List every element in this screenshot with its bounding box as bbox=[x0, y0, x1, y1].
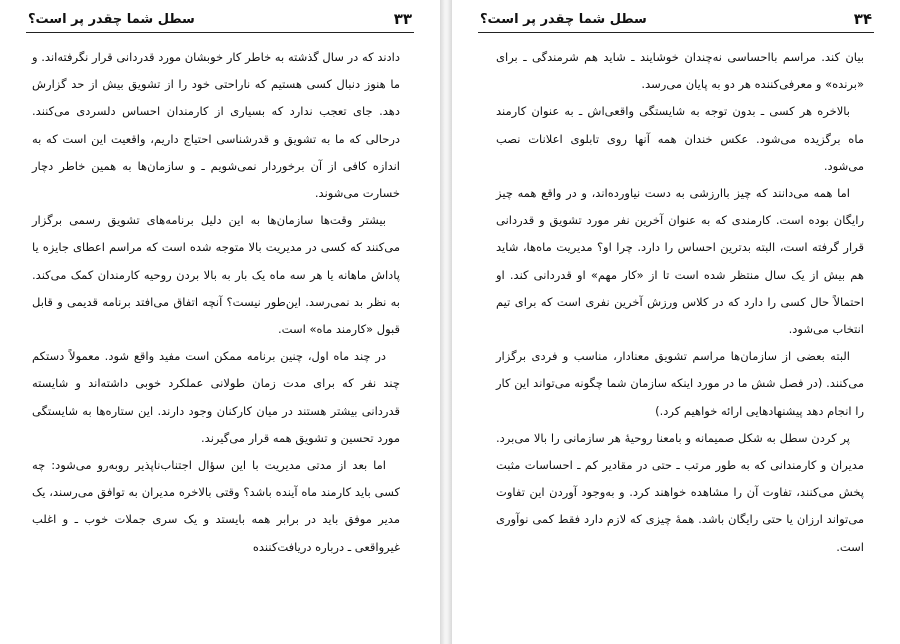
running-title: سطل شما چقدر پر است؟ bbox=[480, 11, 647, 27]
header-rule bbox=[26, 32, 414, 33]
right-page-body bbox=[496, 44, 864, 561]
paragraph: در چند ماه اول، چنین برنامه ممکن است مفید واقع شود. معمولاً دستکم چند نفر که برای مدت زمان طولانی عملکرد خوبی داشته‌اند و شایسته قدردانی بیشتر هستند در میان کارکنان وجود دارند. این ستاره‌ها به شایستگی مورد تحسین و تشویق همه قرار می‌گیرند. bbox=[32, 349, 400, 445]
left-page bbox=[0, 0, 440, 644]
page-number: ۳۳ bbox=[393, 10, 412, 28]
header-rule bbox=[478, 32, 874, 33]
paragraph: بیشتر وقت‌ها سازمان‌ها به این دلیل برنامه‌های تشویق رسمی برگزار می‌کنند که کسی در مدیریت بالا متوجه شده است که مراسم اعطای جایزه یا پاداش ماهانه یا هر سه ماه یک بار به بالا بردن روحیه کارمندان کمک می‌کند. به نظر بد نمی‌رسد. این‌طور نیست؟ آنچه اتفاق می‌افتد برنامه قدیمی و قابل قبول «کارمند ماه» است. bbox=[32, 213, 400, 337]
right-page bbox=[452, 0, 900, 644]
paragraph: پر کردن سطل به شکل صمیمانه و بامعنا روحیهٔ هر سازمانی را بالا می‌برد. مدیران و کارمندانی که به طور مرتب ـ حتی در مقادیر کم ـ احساسات مثبت پخش می‌کنند، تفاوت آن را مشاهده خواهند کرد. و به‌وجود آوردن این تفاوت می‌تواند ارزان یا حتی رایگان باشد. همهٔ چیزی که لازم دارد فقط کمی نوآوری است. bbox=[496, 430, 864, 554]
paragraph: اما بعد از مدتی مدیریت با این سؤال اجتناب‌ناپذیر روبه‌رو می‌شود: چه کسی باید کارمند ماه آینده باشد؟ وقتی بالاخره مدیران به توافق می‌رسند، یک مدیر موفق باید در برابر همه بایستد و یک سری جملات خوب ـ و اغلب غیرواقعی ـ درباره دریافت‌کننده bbox=[32, 458, 400, 554]
book-gutter bbox=[440, 0, 452, 644]
left-page-header bbox=[28, 8, 412, 30]
paragraph: بیان کند. مراسم بااحساسی نه‌چندان خوشایند ـ شاید هم شرمندگی ـ برای «برنده» و معرفی‌کننده هر دو به پایان می‌رسد. bbox=[496, 50, 864, 92]
paragraph: البته بعضی از سازمان‌ها مراسم تشویق معنادار، مناسب و فردی برگزار می‌کنند. (در فصل شش ما در مورد اینکه سازمان شما چگونه می‌تواند این کار را انجام دهد پیشنهادهایی ارائه خواهیم کرد.) bbox=[496, 349, 864, 418]
running-title: سطل شما چقدر پر است؟ bbox=[28, 11, 195, 27]
paragraph: دادند که در سال گذشته به خاطر کار خوبشان مورد قدردانی قرار نگرفته‌اند. و ما هنوز دنبال کسی هستیم که ناراحتی خود را از تشویق بیش از حد گزارش دهد. جای تعجب ندارد که بسیاری از کارمندان احساس دلسردی می‌کنند. درحالی که ما به تشویق و قدرشناسی احتیاج داریم، واقعیت این است که به اندازه کافی از آن برخوردار نمی‌شویم ـ و سازمان‌ها به همین خاطر دچار خسارت می‌شوند. bbox=[32, 50, 400, 201]
right-page-header bbox=[480, 8, 872, 30]
paragraph: بالاخره هر کسی ـ بدون توجه به شایستگی واقعی‌اش ـ به عنوان کارمند ماه برگزیده می‌شود. عکس خندان همه آنها روی تابلوی اعلانات نصب می‌شود. bbox=[496, 104, 864, 173]
page-number: ۳۴ bbox=[853, 10, 872, 28]
paragraph: اما همه می‌دانند که چیز باارزشی به دست نیاورده‌اند، و در واقع همه چیز رایگان بوده است. کارمندی که به عنوان آخرین نفر مورد تشویق و قدردانی قرار گرفته است، البته بدترین احساس را دارد. چرا او؟ مدیریت ماه‌ها، شاید هم بیش از یک سال منتظر شده است تا از «کار مهم» او قدردانی کند. او احتمالاً حال کسی را دارد که در کلاس ورزش آخرین نفری است که برای تیم انتخاب می‌شود. bbox=[496, 186, 864, 337]
left-page-body bbox=[32, 44, 400, 561]
